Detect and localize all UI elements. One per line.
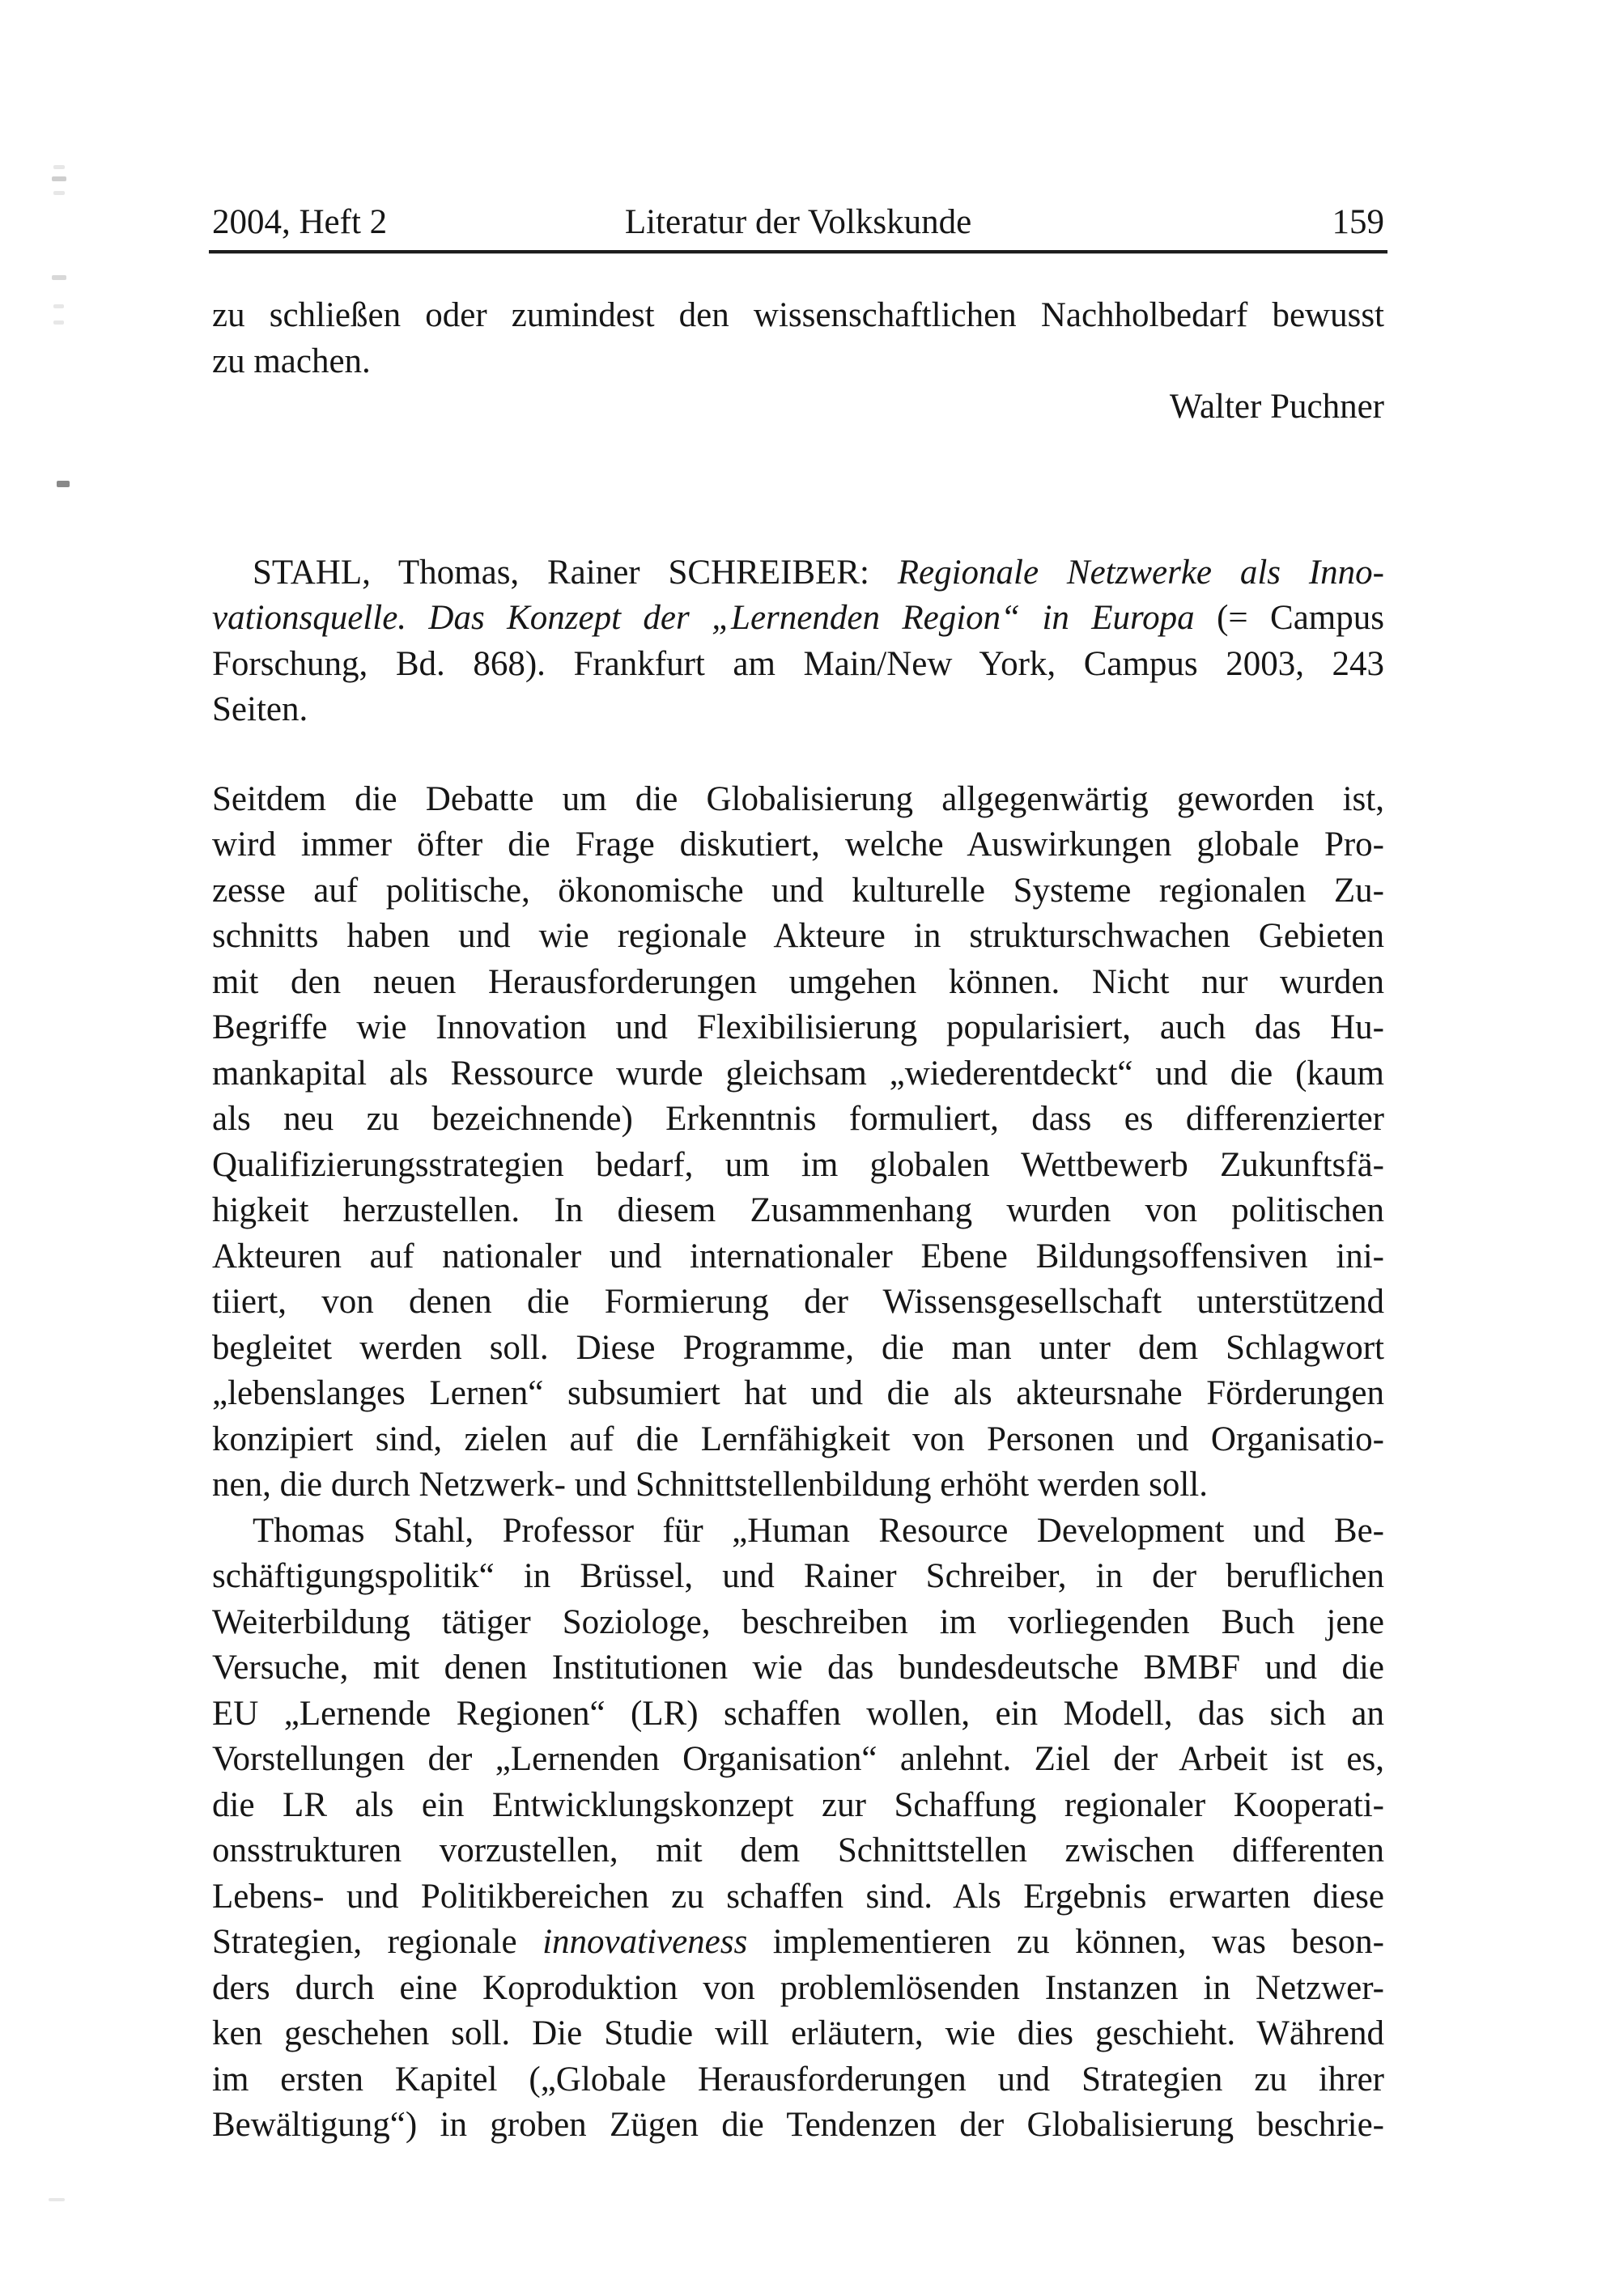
text-line: [212, 2011, 1384, 2057]
text-line: [212, 1326, 1384, 1372]
text-line: [212, 1143, 1384, 1189]
text-segment: mankapital als Ressource wurde gleichsam „wiederentdeckt“ und die (kaum: [212, 1054, 1384, 1093]
text-line: [212, 1874, 1384, 1920]
text-segment: zu machen.: [212, 342, 371, 380]
vertical-gap: [212, 733, 1384, 777]
scan-artifact: [52, 275, 66, 280]
text-line: [212, 596, 1384, 642]
text-segment: ders durch eine Koproduktion von problemlösenden Instanzen in Netzwer-: [212, 1968, 1384, 2007]
text-line: [212, 1737, 1384, 1783]
text-segment: Bewältigung“) in groben Zügen die Tendenzen der Globalisierung beschrie-: [212, 2106, 1384, 2144]
text-line: [212, 914, 1384, 960]
scan-artifact: [53, 320, 64, 325]
text-line: [212, 1051, 1384, 1097]
scan-artifact: [52, 176, 66, 181]
italic-text: Regionale Netzwerke als Inno-: [897, 553, 1384, 592]
text-line: [212, 293, 1384, 339]
text-segment: „lebenslanges Lernen“ subsumiert hat und die als akteursnahe Förderungen: [212, 1374, 1384, 1412]
text-line: [212, 777, 1384, 823]
text-line: [212, 1828, 1384, 1874]
text-segment: Strategien, regionale: [212, 1923, 543, 1961]
text-line: [212, 1783, 1384, 1829]
text-segment: EU „Lernende Regionen“ (LR) schaffen wollen, ein Modell, das sich an: [212, 1694, 1384, 1733]
text-line: [212, 550, 1384, 596]
text-line: [212, 1966, 1384, 2012]
scan-artifact: [53, 165, 65, 169]
text-segment: zesse auf politische, ökonomische und kulturelle Systeme regionalen Zu-: [212, 871, 1384, 910]
text-segment: wird immer öfter die Frage diskutiert, welche Auswirkungen globale Pro-: [212, 825, 1384, 864]
text-segment: Forschung, Bd. 868). Frankfurt am Main/New York, Campus 2003, 243: [212, 644, 1384, 683]
text-line: [212, 1920, 1384, 1966]
scan-artifact: [49, 2198, 65, 2201]
header-rule: [209, 250, 1387, 253]
text-segment: begleitet werden soll. Diese Programme, die man unter dem Schlagwort: [212, 1328, 1384, 1367]
text-line: [212, 1645, 1384, 1691]
text-segment: Versuche, mit denen Institutionen wie das bundesdeutsche BMBF und die: [212, 1649, 1384, 1687]
italic-text: innovativeness: [542, 1923, 748, 1961]
text-segment: Akteuren auf nationaler und internationaler Ebene Bildungsoffensiven ini-: [212, 1237, 1384, 1275]
text-segment: Weiterbildung tätiger Soziologe, beschreiben im vorliegenden Buch jene: [212, 1602, 1384, 1641]
text-line: [212, 1005, 1384, 1051]
review-paragraph-2: [212, 1509, 1384, 2149]
reviewer-signature: Walter Puchner: [1169, 388, 1384, 426]
header-issue: 2004, Heft 2: [212, 203, 388, 241]
text-line: [212, 1509, 1384, 1555]
text-segment: Qualifizierungsstrategien bedarf, um im globalen Wettbewerb Zukunftsfä-: [212, 1145, 1384, 1184]
page-body: [212, 293, 1384, 2149]
text-segment: Lebens- und Politikbereichen zu schaffen sind. Als Ergebnis erwarten diese: [212, 1877, 1384, 1916]
text-line: [212, 960, 1384, 1006]
text-line: [212, 642, 1384, 688]
text-line: [212, 2103, 1384, 2149]
book-citation: [212, 550, 1384, 733]
text-segment: zu schließen oder zumindest den wissenschaftlichen Nachholbedarf bewusst: [212, 296, 1384, 334]
text-line: [212, 687, 1384, 733]
scan-artifact: [57, 481, 70, 487]
text-segment: im ersten Kapitel („Globale Herausforderungen und Strategien zu ihrer: [212, 2060, 1384, 2099]
text-segment: Thomas Stahl, Professor für „Human Resource Development und Be-: [253, 1511, 1384, 1550]
page-header: [212, 202, 1384, 243]
text-line: [212, 339, 1384, 385]
header-journal-title: Literatur der Volkskunde: [624, 203, 972, 241]
text-segment: konzipiert sind, zielen auf die Lernfähigkeit von Personen und Organisatio-: [212, 1420, 1384, 1458]
review-paragraph-1: [212, 777, 1384, 1509]
text-line: [212, 822, 1384, 868]
text-line: [212, 1554, 1384, 1600]
text-segment: schnitts haben und wie regionale Akteure in strukturschwachen Gebieten: [212, 917, 1384, 955]
text-line: [212, 1417, 1384, 1463]
text-line: [212, 1371, 1384, 1417]
text-line: [212, 1600, 1384, 1646]
text-segment: tiiert, von denen die Formierung der Wissensgesellschaft unterstützend: [212, 1283, 1384, 1321]
text-line: [212, 1462, 1384, 1509]
text-segment: implementieren zu können, was beson-: [747, 1923, 1384, 1961]
text-line: [212, 2057, 1384, 2103]
text-segment: Seitdem die Debatte um die Globalisierung allgegenwärtig geworden ist,: [212, 779, 1384, 818]
text-line: [212, 1280, 1384, 1326]
vertical-gap: [212, 431, 1384, 550]
header-page-number: 159: [1332, 203, 1384, 241]
text-line: [212, 868, 1384, 915]
text-segment: Seiten.: [212, 690, 308, 728]
text-segment: higkeit herzustellen. In diesem Zusammenhang wurden von politischen: [212, 1191, 1384, 1229]
text-segment: ken geschehen soll. Die Studie will erläutern, wie dies geschieht. Während: [212, 2014, 1384, 2052]
text-segment: onsstrukturen vorzustellen, mit dem Schnittstellen zwischen differenten: [212, 1831, 1384, 1869]
text-line: [212, 1691, 1384, 1738]
scan-artifact: [53, 304, 64, 308]
text-segment: mit den neuen Herausforderungen umgehen können. Nicht nur wurden: [212, 962, 1384, 1001]
text-segment: die LR als ein Entwicklungskonzept zur Schaffung regionaler Kooperati-: [212, 1785, 1384, 1824]
text-segment: Begriffe wie Innovation und Flexibilisierung popularisiert, auch das Hu-: [212, 1008, 1384, 1046]
text-segment: STAHL, Thomas, Rainer SCHREIBER:: [253, 553, 898, 592]
text-segment: Vorstellungen der „Lernenden Organisation“ anlehnt. Ziel der Arbeit ist es,: [212, 1740, 1384, 1778]
text-segment: als neu zu bezeichnende) Erkenntnis formuliert, dass es differenzierter: [212, 1100, 1384, 1138]
text-segment: (= Campus: [1217, 599, 1384, 637]
text-segment: schäftigungspolitik“ in Brüssel, und Rainer Schreiber, in der beruflichen: [212, 1557, 1384, 1595]
continuation-paragraph: [212, 293, 1384, 384]
text-line: [212, 1234, 1384, 1280]
scan-artifact: [53, 191, 65, 195]
text-segment: nen, die durch Netzwerk- und Schnittstellenbildung erhöht werden soll.: [212, 1466, 1208, 1504]
text-line: [212, 1188, 1384, 1234]
italic-text: vationsquelle. Das Konzept der „Lernenden Region“ in Europa: [212, 599, 1217, 637]
text-line: [212, 1097, 1384, 1143]
